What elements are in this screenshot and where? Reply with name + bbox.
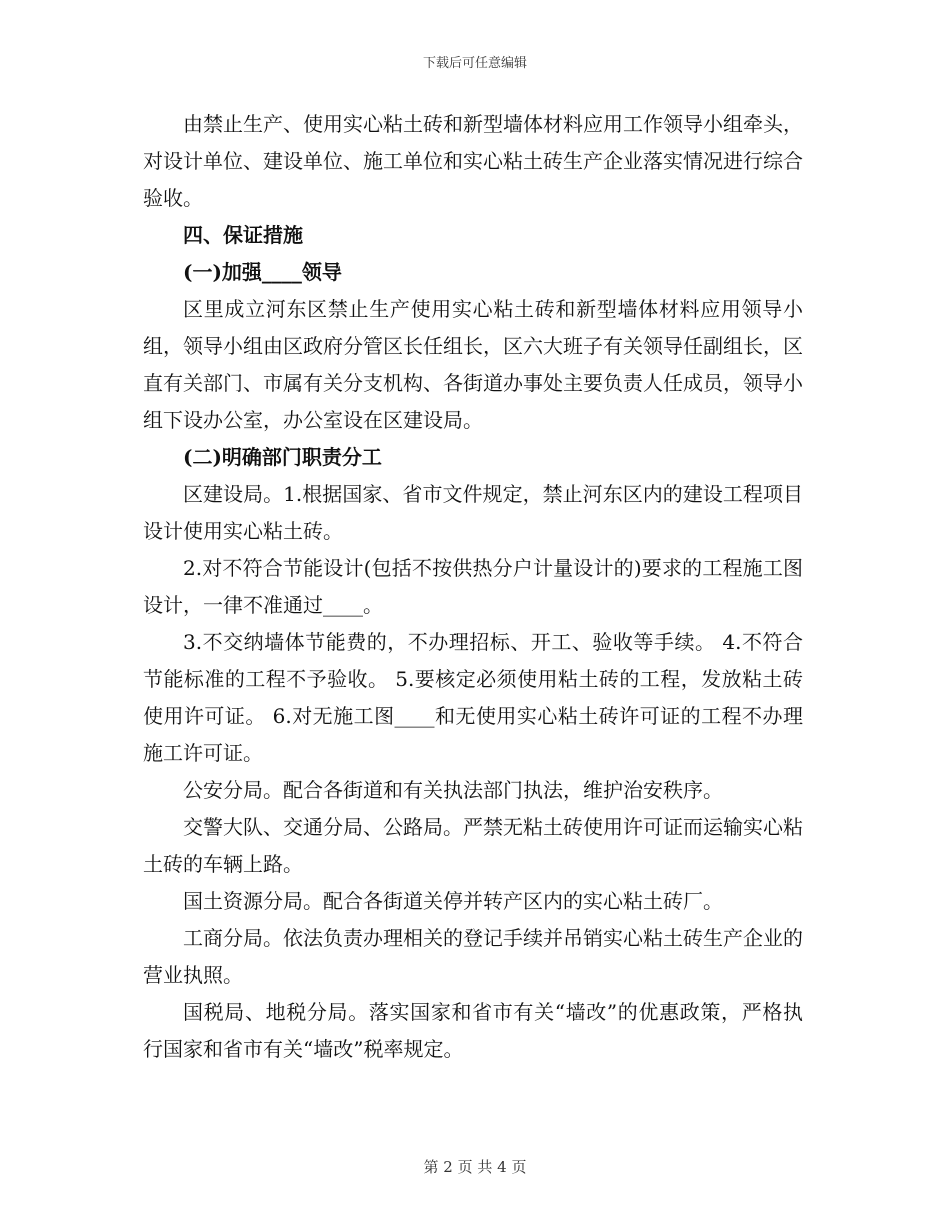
document-body <box>143 106 803 1068</box>
paragraph-construction-bureau: 区建设局。1.根据国家、省市文件规定，禁止河东区内的建设工程项目设计使用实心粘土砖。 <box>143 482 803 543</box>
paragraph-traffic-police: 交警大队、交通分局、公路局。严禁无粘土砖使用许可证而运输实心粘土砖的车辆上路。 <box>143 815 803 876</box>
section-heading-guarantee-measures: 四、保证措施 <box>183 223 303 247</box>
page-number: 第 2 页 共 4 页 <box>423 1158 527 1176</box>
paragraph-acceptance: 由禁止生产、使用实心粘土砖和新型墙体材料应用工作领导小组牵头，对设计单位、建设单位、施工单位和实心粘土砖生产企业落实情况进行综合验收。 <box>143 112 803 210</box>
paragraph-energy-design: 2.对不符合节能设计(包括不按供热分户计量设计的)要求的工程施工图设计，一律不准通过____。 <box>143 556 803 617</box>
subheading-strengthen-leadership: (一)加强____领导 <box>183 260 342 284</box>
paragraph-industry-commerce: 工商分局。依法负责办理相关的登记手续并吊销实心粘土砖生产企业的营业执照。 <box>143 926 803 987</box>
paragraph-public-security: 公安分局。配合各街道和有关执法部门执法，维护治安秩序。 <box>183 778 723 802</box>
page-header: 下载后可任意编辑 <box>422 56 527 71</box>
subheading-department-duties: (二)明确部门职责分工 <box>183 445 382 469</box>
paragraph-wall-fee: 3.不交纳墙体节能费的，不办理招标、开工、验收等手续。 4.不符合节能标准的工程不予验收。 5.要核定必须使用粘土砖的工程，发放粘土砖使用许可证。 6.对无施工图____和无使用实心粘土砖许可证的工程不办理施工许可证。 <box>143 630 803 765</box>
paragraph-leadership-group: 区里成立河东区禁止生产使用实心粘土砖和新型墙体材料应用领导小组，领导小组由区政府分管区长任组长，区六大班子有关领导任副组长，区直有关部门、市属有关分支机构、各街道办事处主要负责人任成员，领导小组下设办公室，办公室设在区建设局。 <box>143 297 803 432</box>
paragraph-land-resources: 国土资源分局。配合各街道关停并转产区内的实心粘土砖厂。 <box>183 889 723 913</box>
paragraph-tax-bureau: 国税局、地税分局。落实国家和省市有关“墙改”的优惠政策，严格执行国家和省市有关“墙改”税率规定。 <box>143 1000 803 1061</box>
